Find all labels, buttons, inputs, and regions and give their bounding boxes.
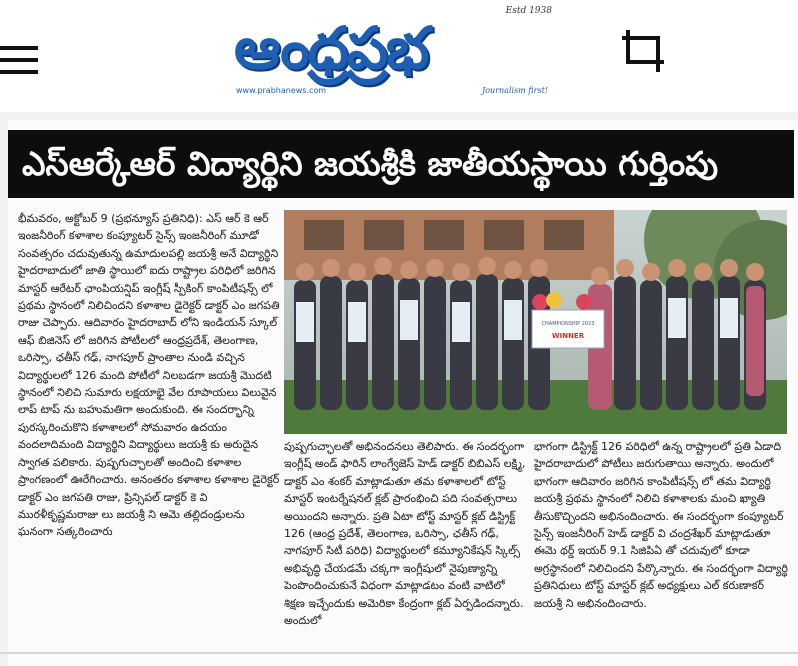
bottom-divider bbox=[0, 652, 798, 654]
headline-banner bbox=[8, 130, 794, 198]
article-column-1: భీమవరం, అక్టోబర్ 9 (ప్రభన్యూస్ ప్రతినిధి): ఎస్ ఆర్ కె ఆర్ ఇంజనీరింగ్ కళాశాల కంప్యూటర్ సైన్స్ ఇంజనీరింగ్ మూడో సంవత్సరం చదువుతున్న ఉమాదులపల్లి జయశ్రీ అనే విద్యార్థిని హైదరాబాదులో జాతి స్థాయిలో ఐదు రాష్ట్రాల పరిధిలో జరిగిన మాస్టర్ ఆరేటర్ ఛాంపియన్షిప్ ఇంగ్లీష్ స్పీకింగ్ కాంపిటీషన్స్ లో ప్రథమ స్థానంలో నిలిచిందని కళాశాల డైరెక్టర్ డాక్టర్ ఎం జగపతి రాజు చెప్పారు. ఆదివారం హైదరాబాద్ లోని ఇండియన్ స్కూల్ ఆఫ్ బిజినెస్ లో జరిగిన పోటీలలో ఆంధ్రప్రదేశ్, తెలంగాణ, ఒరిస్సా, ఛతీస్ గఢ్, నాగపూర్ ప్రాంతాల నుండి వచ్చిన విద్యార్థులలో 126 మంది పోటీలో నిలబడగా జయశ్రీ మొదటి స్థానంలో నిలిచి సుమారు లక్షయాభై వేల రూపాయలు విలువైన లాప్ టాప్ ను బహుమతిగా అందుకుంది. ఈ సందర్భాన్ని పురస్కరించుకొని కళాశాలలో సోమవారం ఉదయం వందలాదిమంది విద్యార్థిని విద్యార్థులు జయశ్రీ కు అరుదైన స్వాగత పలికారు. పుష్పగుచ్ఛాలతో అందించి కళాశాల ప్రాంగణంలో ఊరేగించారు. అనంతరం కళాశాల కళాశాల డైరెక్టర్ డాక్టర్ ఎం జగపతి రాజు, ప్రిన్సిపల్ డాక్టర్ కె వి మురళీకృష్ణమరాజు లు జయశ్రీ ని ఆమె తల్లిదండ్రులను ఘనంగా సత్కరించారు bbox=[18, 212, 280, 539]
article-column-2: పుష్పగుచ్ఛాలతో అభినందనలు తెలిపారు. ఈ సందర్భంగా ఇంగ్లీష్ అండ్ ఫారిన్ లాంగ్వేజెస్ హెడ్ డాక్టర్ బిబిఎస్ లక్ష్మి, డాక్టర్ ఎం శంకర్ మాట్లాడుతూ తమ కళాశాలలో టోస్ట్ మాస్టర్ ఇంటర్నేషనల్ క్లబ్ ప్రారంభించి పది సంవత్సరాలు అయిందని అన్నారు. ప్రతి ఏటా టోస్ట్ మాస్టర్ క్లబ్ డిస్ట్రిక్ట్ 126 (ఆంధ్ర ప్రదేశ్, తెలంగాణ, ఒరిస్సా, ఛతీస్ గఢ్, నాగపూర్ సిటీ పరిధి) విద్యార్థులలో కమ్యూనికేషన్ స్కిల్స్ అభివృద్ధి చేయడమే చక్కగా ఇంగ్లీషులో నైపుణ్యాన్ని పెంపొందించుకునే విధంగా మాట్లాడటం వంటి వాటిలో శిక్షణ ఇచ్చేందుకు అమెరికా కేంద్రంగా క్లబ్ ఏర్పడిందన్నారు. అందులో bbox=[284, 440, 526, 628]
masthead-logo[interactable] bbox=[228, 6, 560, 102]
article-column-3: భాగంగా డిస్ట్రిక్ట్ 126 పరిధిలో ఉన్న రాష్ట్రాలలో ప్రతి ఏడాది హైదరాబాదులో పోటీలు జరుగుతాయి అన్నారు. అందులో భాగంగా ఆదివారం జరిగిన కాంపిటీషన్స్ లో తమ విద్యార్థి జయశ్రీ ప్రథమ స్థానంలో నిలిచి కళాశాలకు మంచి ఖ్యాతి తీసుకొచ్చిందని అభినందించారు. ఈ సందర్భంగా కంప్యూటర్ సైన్స్ ఇంజనీరింగ్ హెడ్ డాక్టర్ వి చంద్రశేఖర్ మాట్లాడుతూ ఈమె థర్డ్ ఇయర్ 9.1 సిజిపిఏ తో చదువులో కూడా అగ్రస్థానంలో నిలిచిందని పేర్కొన్నారు. ఈ సందర్భంగా విద్యార్థి ప్రతినిధులు టోస్ట్ మాస్టర్ క్లబ్ అధ్యక్షులు ఎల్ కరుణాకర్ జయశ్రీ ని అభినందించారు. bbox=[534, 440, 788, 610]
crop-icon[interactable] bbox=[620, 26, 670, 76]
top-app-bar bbox=[0, 0, 798, 112]
article-photo bbox=[284, 210, 787, 434]
hamburger-menu-icon[interactable] bbox=[0, 46, 40, 74]
newspaper-clipping bbox=[8, 120, 798, 666]
website-label: www.prabhanews.com bbox=[236, 86, 327, 95]
estd-label: Estd 1938 bbox=[505, 6, 552, 16]
tagline-label: Journalism first! bbox=[482, 86, 548, 95]
logo-text: ఆంధ్రప్రభ bbox=[234, 14, 428, 82]
article-headline: ఎస్ఆర్కేఆర్ విద్యార్థిని జయశ్రీకి జాతీయస్థాయి గుర్తింపు bbox=[22, 144, 719, 183]
photo-sign-winner: WINNER bbox=[551, 332, 585, 340]
photo-sign-text: CHAMPIONSHIP 2023 bbox=[541, 321, 595, 327]
